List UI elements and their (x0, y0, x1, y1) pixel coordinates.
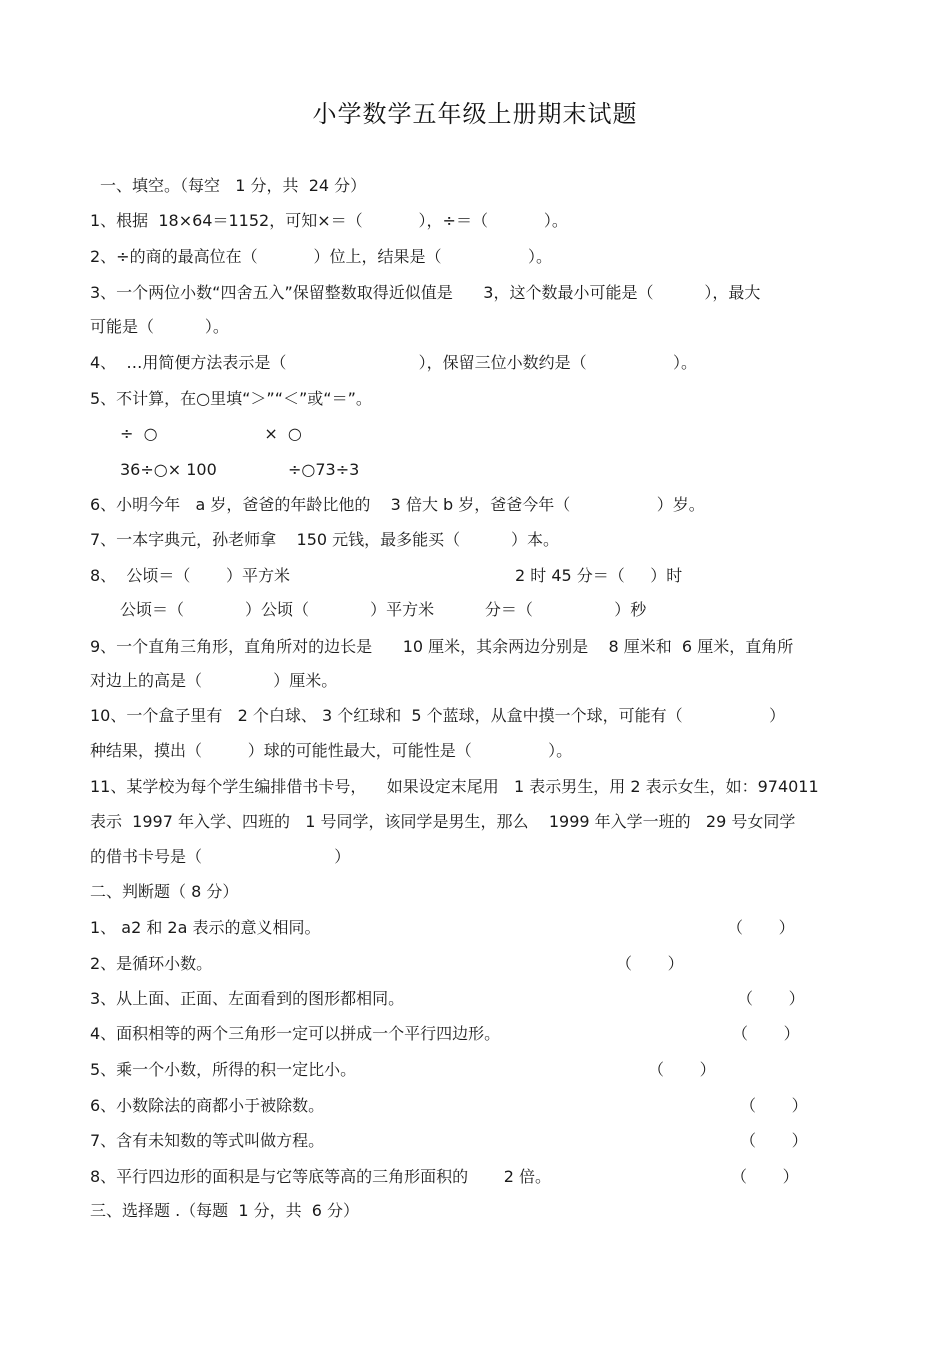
question-5-row-2: 36÷○× 100 ÷○73÷3 (120, 460, 360, 479)
question-5-row-1: ÷ ○ × ○ (120, 424, 302, 443)
question-11-line-1: 11、某学校为每个学生编排借书卡号， 如果设定末尾用 1 表示男生，用 2 表示女生，如：974011 (90, 777, 819, 796)
tf-answer-paren-3[interactable]: （ ） (737, 989, 805, 1008)
tf-answer-paren-4[interactable]: （ ） (732, 1024, 800, 1043)
tf-item-3: 3、从上面、正面、左面看到的图形都相同。 (90, 989, 405, 1008)
question-10-line-2: 种结果，摸出（ ）球的可能性最大，可能性是（ ）。 (90, 741, 573, 760)
question-10-line-1: 10、一个盒子里有 2 个白球、 3 个红球和 5 个蓝球，从盒中摸一个球，可能有（ ） (90, 706, 786, 725)
question-6: 6、小明今年 a 岁，爸爸的年龄比他的 3 倍大 b 岁，爸爸今年（ ）岁。 (90, 495, 705, 514)
section-heading-multiple-choice: 三、选择题 .（每题 1 分，共 6 分） (90, 1201, 360, 1220)
page-title: 小学数学五年级上册期末试题 (312, 100, 638, 128)
question-3-line-1: 3、一个两位小数“四舍五入”保留整数取得近似值是 3，这个数最小可能是（ ），最大 (90, 283, 761, 302)
section-heading-fill-blank: 一、填空。（每空 1 分，共 24 分） (100, 176, 367, 195)
tf-item-8: 8、平行四边形的面积是与它等底等高的三角形面积的 2 倍。 (90, 1167, 552, 1186)
question-11-line-2: 表示 1997 年入学、四班的 1 号同学，该同学是男生，那么 1999 年入学一班的 29 号女同学 (90, 812, 796, 831)
tf-item-5: 5、乘一个小数，所得的积一定比小。 (90, 1060, 357, 1079)
tf-answer-paren-6[interactable]: （ ） (740, 1096, 808, 1115)
tf-item-6: 6、小数除法的商都小于被除数。 (90, 1096, 325, 1115)
question-3-line-2: 可能是（ ）。 (90, 317, 229, 336)
question-11-line-3: 的借书卡号是（ ） (90, 847, 351, 866)
question-5: 5、不计算，在○里填“＞”“＜”或“＝”。 (90, 389, 372, 408)
question-1: 1、根据 18×64＝1152，可知×＝（ ），÷＝（ ）。 (90, 211, 568, 230)
question-8-right: 2 时 45 分＝（ ）时 (515, 566, 683, 585)
question-8-line-2: 公顷＝（ ）公顷（ ）平方米 分＝（ ）秒 (120, 600, 647, 619)
question-7: 7、一本字典元，孙老师拿 150 元钱，最多能买（ ）本。 (90, 530, 560, 549)
tf-answer-paren-8[interactable]: （ ） (731, 1167, 799, 1186)
question-9-line-2: 对边上的高是（ ）厘米。 (90, 671, 338, 690)
tf-item-4: 4、面积相等的两个三角形一定可以拼成一个平行四边形。 (90, 1024, 501, 1043)
tf-item-2: 2、是循环小数。 (90, 954, 213, 973)
tf-answer-paren-5[interactable]: （ ） (648, 1060, 716, 1079)
section-heading-true-false: 二、判断题（ 8 分） (90, 882, 239, 901)
tf-item-1: 1、 a2 和 2a 表示的意义相同。 (90, 918, 321, 937)
tf-answer-paren-2[interactable]: （ ） (616, 954, 684, 973)
question-2: 2、÷的商的最高位在（ ）位上，结果是（ ）。 (90, 247, 552, 266)
tf-item-7: 7、含有未知数的等式叫做方程。 (90, 1131, 325, 1150)
tf-answer-paren-7[interactable]: （ ） (740, 1131, 808, 1150)
question-8-left: 8、 公顷＝（ ）平方米 (90, 566, 290, 585)
question-9-line-1: 9、一个直角三角形，直角所对的边长是 10 厘米，其余两边分别是 8 厘米和 6 厘米，直角所 (90, 637, 794, 656)
tf-answer-paren-1[interactable]: （ ） (727, 918, 795, 937)
question-4: 4、 …用简便方法表示是（ ），保留三位小数约是（ ）。 (90, 353, 698, 372)
